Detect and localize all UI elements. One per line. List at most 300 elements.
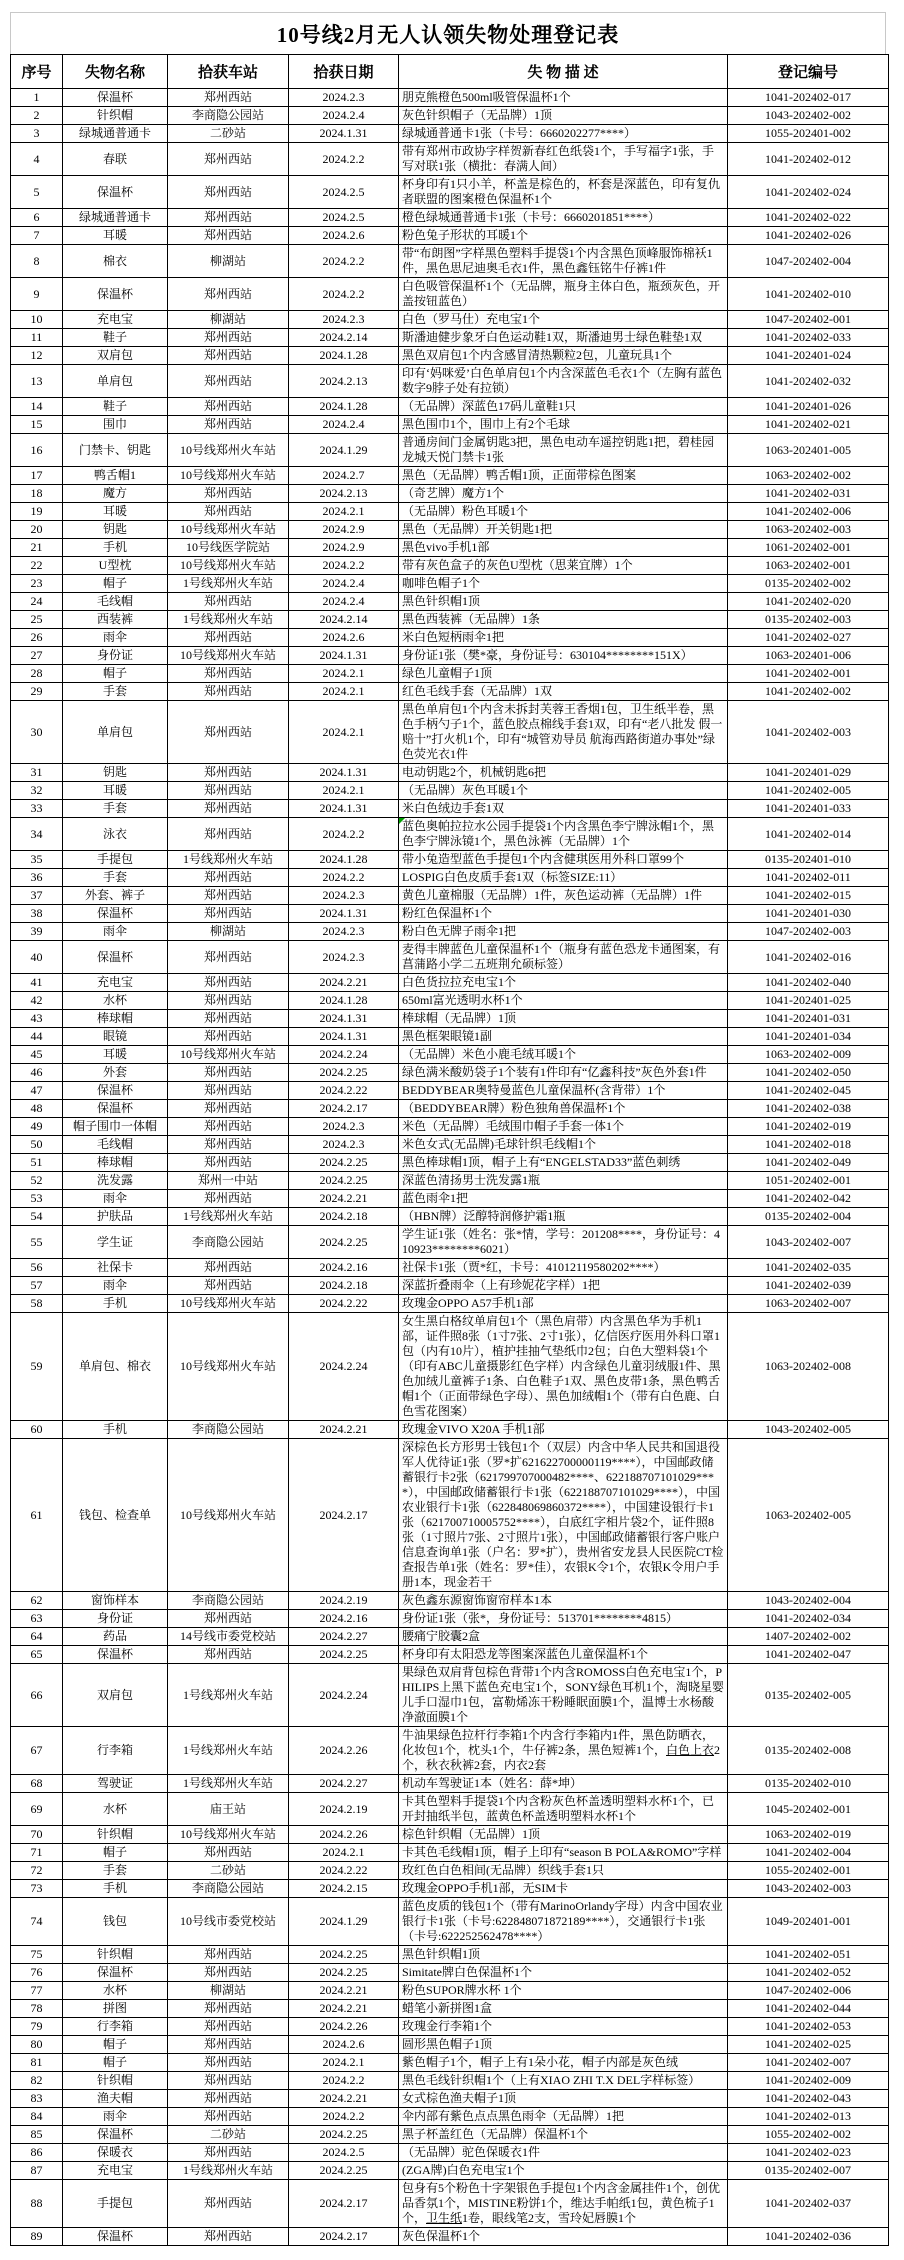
cell-station: 郑州西站: [168, 782, 289, 800]
cell-station: 柳湖站: [168, 923, 289, 941]
table-row: [11, 1172, 889, 1190]
cell-date: 2024.2.16: [289, 1610, 399, 1628]
cell-item-name: 毛线帽: [63, 593, 168, 611]
cell-date: 2024.2.3: [289, 887, 399, 905]
cell-station: 郑州西站: [168, 485, 289, 503]
cell-no: 29: [11, 683, 63, 701]
cell-item-name: 雨伞: [63, 629, 168, 647]
cell-reg-number: 1051-202402-001: [728, 1172, 889, 1190]
cell-reg-number: 0135-202401-010: [728, 851, 889, 869]
cell-no: 52: [11, 1172, 63, 1190]
cell-item-name: 钱包、检查单: [63, 1439, 168, 1592]
cell-description: 黑色（无品牌）开关钥匙1把: [399, 521, 728, 539]
cell-date: 2024.2.17: [289, 1100, 399, 1118]
cell-no: 83: [11, 2090, 63, 2108]
table-row: [11, 2072, 889, 2090]
cell-no: 74: [11, 1898, 63, 1946]
cell-item-name: 手套: [63, 869, 168, 887]
cell-date: 2024.2.26: [289, 1727, 399, 1775]
cell-date: 2024.2.14: [289, 329, 399, 347]
comment-marker-icon: [399, 818, 405, 824]
cell-description: Simitate牌白色保温杯1个: [399, 1964, 728, 1982]
cell-reg-number: 1041-202402-022: [728, 209, 889, 227]
cell-date: 2024.1.28: [289, 398, 399, 416]
cell-no: 69: [11, 1793, 63, 1826]
table-row: [11, 347, 889, 365]
cell-item-name: 耳暖: [63, 1046, 168, 1064]
cell-no: 55: [11, 1226, 63, 1259]
cell-reg-number: 0135-202402-008: [728, 1727, 889, 1775]
table-body: [11, 89, 889, 2246]
cell-item-name: 棒球帽: [63, 1010, 168, 1028]
cell-description: 深蓝折叠雨伞（上有珍妮花字样）1把: [399, 1277, 728, 1295]
table-row: [11, 1046, 889, 1064]
cell-station: 李商隐公园站: [168, 1880, 289, 1898]
cell-reg-number: 1041-202402-006: [728, 503, 889, 521]
cell-station: 郑州西站: [168, 683, 289, 701]
cell-date: 2024.2.4: [289, 593, 399, 611]
cell-no: 63: [11, 1610, 63, 1628]
cell-date: 2024.2.2: [289, 245, 399, 278]
cell-item-name: 保温杯: [63, 89, 168, 107]
cell-date: 2024.2.1: [289, 683, 399, 701]
cell-item-name: 行李箱: [63, 2018, 168, 2036]
cell-date: 2024.2.3: [289, 1136, 399, 1154]
table-row: [11, 1136, 889, 1154]
cell-date: 2024.2.2: [289, 2108, 399, 2126]
cell-station: 郑州西站: [168, 2108, 289, 2126]
cell-reg-number: 1041-202401-024: [728, 347, 889, 365]
table-row: [11, 764, 889, 782]
cell-no: 64: [11, 1628, 63, 1646]
cell-date: 2024.1.31: [289, 905, 399, 923]
cell-item-name: 保温杯: [63, 905, 168, 923]
table-row: [11, 800, 889, 818]
cell-no: 37: [11, 887, 63, 905]
cell-description: 包身有5个粉色十字架银色手提包1个内含金属挂件1个，创优品香氛1个，MISTINE粉饼1个，维达手帕纸1包，黄色梳子1个，卫生纸1卷，眼线笔2支，雪玲妃唇膜1个: [399, 2180, 728, 2228]
cell-item-name: 驾驶证: [63, 1775, 168, 1793]
cell-reg-number: 1041-202402-018: [728, 1136, 889, 1154]
cell-reg-number: 1063-202401-005: [728, 434, 889, 467]
table-row: [11, 89, 889, 107]
cell-reg-number: 1063-202402-002: [728, 467, 889, 485]
cell-reg-number: 1041-202402-024: [728, 176, 889, 209]
table-row: [11, 2162, 889, 2180]
table-row: [11, 1727, 889, 1775]
cell-item-name: 手提包: [63, 851, 168, 869]
cell-date: 2024.2.18: [289, 1208, 399, 1226]
cell-description: 学生证1张（姓名：张*情，学号：201208****，身份证号：410923********6021）: [399, 1226, 728, 1259]
cell-reg-number: 1041-202401-030: [728, 905, 889, 923]
column-header-description: 失 物 描 述: [399, 55, 728, 89]
cell-station: 郑州西站: [168, 2072, 289, 2090]
cell-no: 1: [11, 89, 63, 107]
cell-reg-number: 1043-202402-002: [728, 107, 889, 125]
table-row: [11, 1064, 889, 1082]
cell-no: 43: [11, 1010, 63, 1028]
cell-reg-number: 1047-202402-004: [728, 245, 889, 278]
table-row: [11, 683, 889, 701]
cell-date: 2024.2.21: [289, 1190, 399, 1208]
table-row: [11, 176, 889, 209]
cell-description: 带“布朗图”字样黑色塑料手提袋1个内含黑色顶峰服饰棉袄1件，黑色思尼迪奥毛衣1件，黑色鑫钰铭牛仔裤1件: [399, 245, 728, 278]
table-row: [11, 974, 889, 992]
cell-station: 郑州西站: [168, 1010, 289, 1028]
cell-description: 米色女式(无品牌)毛球针织毛线帽1个: [399, 1136, 728, 1154]
table-row: [11, 701, 889, 764]
cell-item-name: 药品: [63, 1628, 168, 1646]
table-row: [11, 278, 889, 311]
cell-item-name: 洗发露: [63, 1172, 168, 1190]
cell-no: 32: [11, 782, 63, 800]
cell-no: 16: [11, 434, 63, 467]
cell-reg-number: 1063-202401-006: [728, 647, 889, 665]
cell-description: 果绿色双肩背包棕色背带1个内含ROMOSS白色充电宝1个，PHILIPS上黑下蓝色充电宝1个，SONY绿色耳机1个，淘晓星婴儿手口湿巾1包，富勒烯冻干粉睡眠面膜1个，温博士水杨酸净澈面膜1个: [399, 1664, 728, 1727]
cell-description: （无品牌）灰色耳暖1个: [399, 782, 728, 800]
table-row: [11, 1118, 889, 1136]
cell-description: (ZGA牌)白色充电宝1个: [399, 2162, 728, 2180]
cell-reg-number: 1047-202402-003: [728, 923, 889, 941]
cell-date: 2024.2.16: [289, 1259, 399, 1277]
cell-station: 10号线郑州火车站: [168, 557, 289, 575]
cell-reg-number: 1041-202402-016: [728, 941, 889, 974]
cell-description: 牛油果绿色拉杆行李箱1个内含行李箱内1件，黑色防晒衣，化妆包1个，枕头1个，牛仔裤2条，黑色短裤1个，白色上衣2个，秋衣秋裤2套，内衣2套: [399, 1727, 728, 1775]
table-row: [11, 1982, 889, 2000]
cell-reg-number: 1041-202402-031: [728, 485, 889, 503]
cell-description: 米白色绒边手套1双: [399, 800, 728, 818]
cell-item-name: 绿城通普通卡: [63, 125, 168, 143]
cell-no: 76: [11, 1964, 63, 1982]
cell-station: 李商隐公园站: [168, 1421, 289, 1439]
cell-no: 60: [11, 1421, 63, 1439]
cell-date: 2024.2.13: [289, 365, 399, 398]
cell-item-name: 围巾: [63, 416, 168, 434]
cell-description: 玫瑰金行李箱1个: [399, 2018, 728, 2036]
cell-station: 郑州西站: [168, 941, 289, 974]
cell-date: 2024.2.24: [289, 1664, 399, 1727]
table-row: [11, 416, 889, 434]
cell-station: 郑州西站: [168, 992, 289, 1010]
cell-description: 伞内部有紫色点点黑色雨伞（无品牌）1把: [399, 2108, 728, 2126]
cell-station: 郑州西站: [168, 2180, 289, 2228]
cell-station: 郑州西站: [168, 1190, 289, 1208]
table-row: [11, 1028, 889, 1046]
cell-date: 2024.2.27: [289, 1628, 399, 1646]
cell-description: 黑色双肩包1个内含感冒清热颗粒2包，儿童玩具1个: [399, 347, 728, 365]
table-row: [11, 905, 889, 923]
table-row: [11, 1277, 889, 1295]
cell-station: 郑州西站: [168, 2018, 289, 2036]
cell-station: 郑州西站: [168, 1844, 289, 1862]
cell-description: 粉色兔子形状的耳暖1个: [399, 227, 728, 245]
cell-reg-number: 1055-202402-002: [728, 2126, 889, 2144]
cell-item-name: 保温杯: [63, 2126, 168, 2144]
cell-date: 2024.2.24: [289, 1313, 399, 1421]
cell-no: 34: [11, 818, 63, 851]
table-row: [11, 2090, 889, 2108]
cell-reg-number: 1041-202402-025: [728, 2036, 889, 2054]
cell-station: 10号线郑州火车站: [168, 1046, 289, 1064]
cell-date: 2024.2.3: [289, 311, 399, 329]
cell-reg-number: 0135-202402-004: [728, 1208, 889, 1226]
cell-item-name: 渔夫帽: [63, 2090, 168, 2108]
cell-item-name: 保温杯: [63, 1964, 168, 1982]
cell-description: 卡其色塑料手提袋1个内含粉灰色杯盖透明塑料水杯1个，已开封抽纸半包，蓝黄色杯盖透明塑料水杯1个: [399, 1793, 728, 1826]
cell-date: 2024.2.5: [289, 176, 399, 209]
cell-reg-number: 1041-202402-004: [728, 1844, 889, 1862]
cell-item-name: 单肩包: [63, 701, 168, 764]
cell-item-name: 雨伞: [63, 1277, 168, 1295]
cell-no: 17: [11, 467, 63, 485]
cell-item-name: 行李箱: [63, 1727, 168, 1775]
cell-no: 71: [11, 1844, 63, 1862]
cell-description: 黑色针织帽1顶: [399, 1946, 728, 1964]
cell-reg-number: 1041-202402-010: [728, 278, 889, 311]
cell-item-name: 绿城通普通卡: [63, 209, 168, 227]
cell-reg-number: 1041-202402-043: [728, 2090, 889, 2108]
cell-reg-number: 1041-202402-019: [728, 1118, 889, 1136]
cell-item-name: 西装裤: [63, 611, 168, 629]
table-row: [11, 1208, 889, 1226]
table-row: [11, 1898, 889, 1946]
cell-description: 绿城通普通卡1张（卡号：6660202277****）: [399, 125, 728, 143]
cell-station: 郑州西站: [168, 227, 289, 245]
cell-description: 黑色（无品牌）鸭舌帽1顶，正面带棕色图案: [399, 467, 728, 485]
cell-reg-number: 1061-202402-001: [728, 539, 889, 557]
cell-no: 33: [11, 800, 63, 818]
cell-description: 黑色毛线针织帽1个（上有XIAO ZHI T.X DEL字样标签）: [399, 2072, 728, 2090]
cell-item-name: 手套: [63, 1862, 168, 1880]
cell-no: 8: [11, 245, 63, 278]
cell-no: 78: [11, 2000, 63, 2018]
cell-date: 2024.2.9: [289, 521, 399, 539]
cell-reg-number: 1041-202402-042: [728, 1190, 889, 1208]
cell-station: 郑州西站: [168, 365, 289, 398]
cell-station: 郑州西站: [168, 398, 289, 416]
page-title: 10号线2月无人认领失物处理登记表: [10, 12, 886, 54]
cell-description: （无品牌）粉色耳暖1个: [399, 503, 728, 521]
cell-item-name: 水杯: [63, 992, 168, 1010]
cell-date: 2024.1.28: [289, 851, 399, 869]
cell-reg-number: 1041-202401-031: [728, 1010, 889, 1028]
cell-reg-number: 1043-202402-004: [728, 1592, 889, 1610]
table-row: [11, 503, 889, 521]
cell-date: 2024.1.28: [289, 992, 399, 1010]
cell-reg-number: 1049-202401-001: [728, 1898, 889, 1946]
cell-no: 36: [11, 869, 63, 887]
cell-description: 红色毛线手套（无品牌）1双: [399, 683, 728, 701]
cell-date: 2024.2.25: [289, 1064, 399, 1082]
cell-station: 郑州西站: [168, 665, 289, 683]
cell-reg-number: 1041-202402-015: [728, 887, 889, 905]
column-header-reg-number: 登记编号: [728, 55, 889, 89]
cell-reg-number: 1041-202402-034: [728, 1610, 889, 1628]
cell-no: 73: [11, 1880, 63, 1898]
cell-station: 郑州西站: [168, 764, 289, 782]
cell-description: （HBN牌）泛醇特润修护霜1瓶: [399, 1208, 728, 1226]
cell-reg-number: 1041-202402-027: [728, 629, 889, 647]
cell-date: 2024.2.26: [289, 1826, 399, 1844]
cell-item-name: 单肩包、棉衣: [63, 1313, 168, 1421]
cell-reg-number: 1043-202402-007: [728, 1226, 889, 1259]
cell-no: 79: [11, 2018, 63, 2036]
cell-date: 2024.2.17: [289, 2228, 399, 2246]
cell-no: 62: [11, 1592, 63, 1610]
cell-date: 2024.2.2: [289, 143, 399, 176]
cell-item-name: 外套: [63, 1064, 168, 1082]
cell-reg-number: 1041-202402-003: [728, 701, 889, 764]
cell-date: 2024.2.27: [289, 1775, 399, 1793]
cell-no: 85: [11, 2126, 63, 2144]
cell-station: 10号线郑州火车站: [168, 1295, 289, 1313]
cell-reg-number: 1041-202402-017: [728, 89, 889, 107]
cell-date: 2024.2.21: [289, 974, 399, 992]
cell-reg-number: 1063-202402-008: [728, 1313, 889, 1421]
cell-date: 2024.2.2: [289, 869, 399, 887]
table-row: [11, 1190, 889, 1208]
cell-item-name: 手机: [63, 1295, 168, 1313]
cell-date: 2024.2.17: [289, 2180, 399, 2228]
table-row: [11, 557, 889, 575]
cell-item-name: 手机: [63, 539, 168, 557]
cell-item-name: 保暖衣: [63, 2144, 168, 2162]
cell-item-name: 手套: [63, 683, 168, 701]
cell-date: 2024.2.6: [289, 2036, 399, 2054]
cell-date: 2024.2.21: [289, 2000, 399, 2018]
cell-date: 2024.2.3: [289, 1118, 399, 1136]
table-row: [11, 2180, 889, 2228]
cell-reg-number: 1063-202402-001: [728, 557, 889, 575]
table-row: [11, 1100, 889, 1118]
cell-item-name: 眼镜: [63, 1028, 168, 1046]
cell-item-name: 双肩包: [63, 347, 168, 365]
cell-date: 2024.2.3: [289, 923, 399, 941]
cell-reg-number: 1041-202402-052: [728, 1964, 889, 1982]
cell-date: 2024.1.31: [289, 1010, 399, 1028]
cell-reg-number: 1047-202402-006: [728, 1982, 889, 2000]
cell-date: 2024.2.25: [289, 1946, 399, 1964]
cell-no: 38: [11, 905, 63, 923]
cell-description: （无品牌）深蓝色17码儿童鞋1只: [399, 398, 728, 416]
cell-reg-number: 1041-202401-034: [728, 1028, 889, 1046]
cell-station: 郑州西站: [168, 278, 289, 311]
cell-no: 56: [11, 1259, 63, 1277]
cell-no: 51: [11, 1154, 63, 1172]
cell-no: 5: [11, 176, 63, 209]
cell-item-name: 充电宝: [63, 2162, 168, 2180]
cell-no: 82: [11, 2072, 63, 2090]
cell-item-name: 泳衣: [63, 818, 168, 851]
cell-station: 郑州西站: [168, 1028, 289, 1046]
cell-date: 2024.2.25: [289, 2162, 399, 2180]
table-row: [11, 1154, 889, 1172]
cell-item-name: 耳暖: [63, 227, 168, 245]
cell-item-name: 帽子: [63, 2036, 168, 2054]
cell-date: 2024.2.1: [289, 665, 399, 683]
cell-description: 普通房间门金属钥匙3把，黑色电动车遥控钥匙1把，碧桂园龙城天悦门禁卡1张: [399, 434, 728, 467]
cell-reg-number: 1047-202402-001: [728, 311, 889, 329]
cell-date: 2024.2.18: [289, 1277, 399, 1295]
cell-item-name: 钱包: [63, 1898, 168, 1946]
cell-item-name: 社保卡: [63, 1259, 168, 1277]
table-row: [11, 992, 889, 1010]
cell-item-name: 充电宝: [63, 311, 168, 329]
cell-no: 75: [11, 1946, 63, 1964]
column-header-no: 序号: [11, 55, 63, 89]
cell-reg-number: 1041-202402-035: [728, 1259, 889, 1277]
cell-item-name: 鞋子: [63, 398, 168, 416]
cell-station: 郑州西站: [168, 2000, 289, 2018]
cell-item-name: 手机: [63, 1421, 168, 1439]
cell-no: 40: [11, 941, 63, 974]
table-row: [11, 1862, 889, 1880]
table-row: [11, 1826, 889, 1844]
cell-description: 灰色针织帽子（无品牌）1顶: [399, 107, 728, 125]
cell-no: 26: [11, 629, 63, 647]
cell-description: 粉色SUPOR牌水杯 1个: [399, 1982, 728, 2000]
cell-reg-number: 1041-202402-012: [728, 143, 889, 176]
cell-date: 2024.2.22: [289, 1295, 399, 1313]
table-row: [11, 1964, 889, 1982]
cell-date: 2024.2.5: [289, 2144, 399, 2162]
cell-station: 李商隐公园站: [168, 107, 289, 125]
cell-description: 社保卡1张（贾*红，卡号：41012119580202****）: [399, 1259, 728, 1277]
cell-date: 2024.2.15: [289, 1880, 399, 1898]
cell-date: 2024.2.2: [289, 278, 399, 311]
cell-station: 柳湖站: [168, 1982, 289, 2000]
cell-reg-number: 1041-202402-014: [728, 818, 889, 851]
cell-item-name: 双肩包: [63, 1664, 168, 1727]
cell-station: 1号线郑州火车站: [168, 1208, 289, 1226]
cell-description: 机动车驾驶证1本（姓名：薛*坤）: [399, 1775, 728, 1793]
cell-no: 77: [11, 1982, 63, 2000]
cell-no: 57: [11, 1277, 63, 1295]
cell-reg-number: 1041-202402-005: [728, 782, 889, 800]
cell-station: 郑州一中站: [168, 1172, 289, 1190]
cell-description: 黑色vivo手机1部: [399, 539, 728, 557]
cell-item-name: 针织帽: [63, 1826, 168, 1844]
cell-reg-number: 0135-202402-010: [728, 1775, 889, 1793]
cell-description: 玫瑰金VIVO X20A 手机1部: [399, 1421, 728, 1439]
cell-item-name: 保温杯: [63, 176, 168, 209]
table-row: [11, 2126, 889, 2144]
cell-date: 2024.2.1: [289, 701, 399, 764]
cell-station: 郑州西站: [168, 2036, 289, 2054]
cell-no: 45: [11, 1046, 63, 1064]
cell-station: 郑州西站: [168, 974, 289, 992]
table-row: [11, 1421, 889, 1439]
cell-description: 朋克熊橙色500ml吸管保温杯1个: [399, 89, 728, 107]
cell-reg-number: 1043-202402-003: [728, 1880, 889, 1898]
cell-description: 玫红色白色相间(无品牌）织线手套1只: [399, 1862, 728, 1880]
cell-reg-number: 1407-202402-002: [728, 1628, 889, 1646]
cell-no: 59: [11, 1313, 63, 1421]
cell-reg-number: 1041-202401-033: [728, 800, 889, 818]
cell-station: 郑州西站: [168, 593, 289, 611]
cell-description: 橙色绿城通普通卡1张（卡号：6660201851****）: [399, 209, 728, 227]
cell-item-name: 保温杯: [63, 1100, 168, 1118]
table-row: [11, 311, 889, 329]
cell-reg-number: 1045-202402-001: [728, 1793, 889, 1826]
cell-station: 二砂站: [168, 125, 289, 143]
cell-date: 2024.2.9: [289, 539, 399, 557]
cell-description: 绿色满米酸奶袋子1个装有1件印有“亿鑫科技”灰色外套1件: [399, 1064, 728, 1082]
cell-item-name: 鸭舌帽1: [63, 467, 168, 485]
cell-item-name: 钥匙: [63, 764, 168, 782]
cell-date: 2024.2.2: [289, 2072, 399, 2090]
cell-date: 2024.2.14: [289, 611, 399, 629]
cell-reg-number: 1041-202402-032: [728, 365, 889, 398]
